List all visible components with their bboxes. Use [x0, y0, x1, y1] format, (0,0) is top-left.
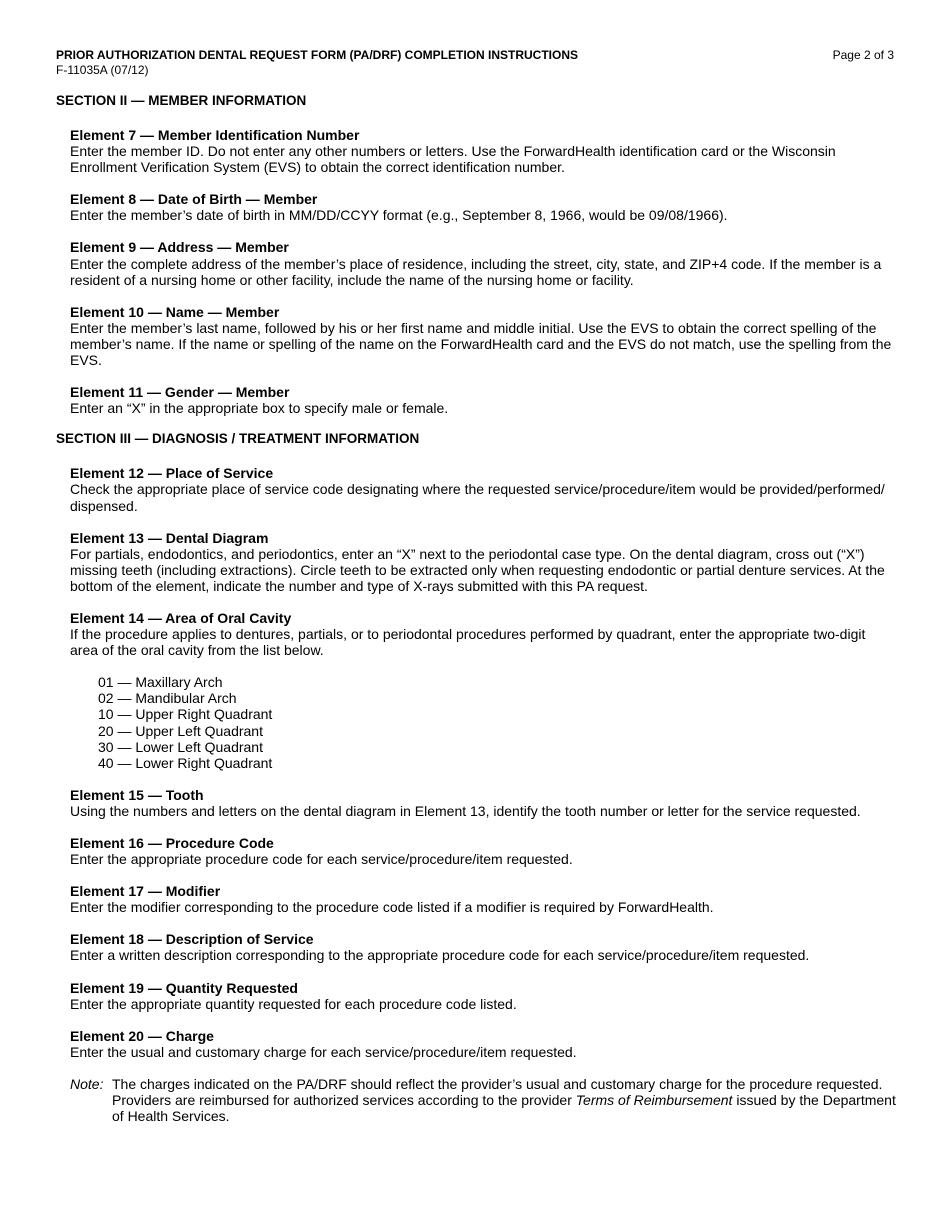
note-text — [112, 1076, 896, 1124]
element-text: Enter the complete address of the member’s place of residence, including the street, city, state, and ZIP+4 code. If the member is a resident of a nursing home or other facility, include the name of the nursing home or facility. — [70, 255, 882, 288]
element-block — [70, 127, 896, 175]
element-text: Enter the member’s last name, followed by his or her first name and middle initial. Use the EVS to obtain the correct spelling of the member’s name. If the name or spelling of the name on the ForwardHealth card and the EVS do not match, use the spelling from the EVS. — [70, 319, 892, 369]
element-block — [70, 883, 896, 915]
element-text: Check the appropriate place of service code designating where the requested service/procedure/item would be provided/performed/ dispensed. — [70, 481, 885, 514]
list-item: 01 — Maxillary Arch — [98, 674, 223, 691]
oral-cavity-code-list — [98, 674, 896, 771]
element-block — [70, 980, 896, 1012]
element-text: Enter a written description corresponding to the appropriate procedure code for each service/procedure/item requested. — [70, 947, 810, 964]
element-title: Element 17 — Modifier — [70, 883, 221, 900]
element-title: Element 19 — Quantity Requested — [70, 979, 298, 996]
list-item: 02 — Mandibular Arch — [98, 690, 237, 707]
element-text: Using the numbers and letters on the dental diagram in Element 13, identify the tooth number or letter for the service requested. — [70, 802, 861, 819]
section-heading: SECTION III — DIAGNOSIS / TREATMENT INFORMATION — [56, 431, 420, 447]
list-item: 40 — Lower Right Quadrant — [98, 754, 273, 771]
note-italic-title: Terms of Reimbursement — [575, 1092, 733, 1109]
element-text: If the procedure applies to dentures, partials, or to periodontal procedures performed by quadrant, enter the appropriate two-digit area of the oral cavity from the list below. — [70, 626, 866, 659]
element-title: Element 12 — Place of Service — [70, 465, 274, 482]
element-text: Enter the modifier corresponding to the procedure code listed if a modifier is required by ForwardHealth. — [70, 899, 714, 916]
element-block — [70, 835, 896, 867]
element-title: Element 11 — Gender — Member — [70, 384, 290, 401]
element-text: Enter an “X” in the appropriate box to specify male or female. — [70, 400, 449, 417]
note-label: Note: — [70, 1075, 104, 1092]
element-title: Element 13 — Dental Diagram — [70, 529, 269, 546]
element-title: Element 14 — Area of Oral Cavity — [70, 609, 292, 626]
section-heading: SECTION II — MEMBER INFORMATION — [56, 93, 307, 108]
element-block — [70, 610, 896, 658]
element-text: Enter the member ID. Do not enter any other numbers or letters. Use the ForwardHealth identification card or the Wisconsin Enrollment Verification System (EVS) to obtain the correct identification number. — [70, 143, 836, 176]
element-text: Enter the appropriate procedure code for each service/procedure/item requested. — [70, 851, 573, 868]
list-item: 10 — Upper Right Quadrant — [98, 706, 273, 723]
document-page — [56, 48, 896, 1124]
element-title: Element 15 — Tooth — [70, 786, 204, 803]
element-text: Enter the member’s date of birth in MM/DD/CCYY format (e.g., September 8, 1966, would be 09/08/1966). — [70, 207, 728, 224]
element-text: Enter the usual and customary charge for each service/procedure/item requested. — [70, 1043, 577, 1060]
list-item: 30 — Lower Left Quadrant — [98, 738, 263, 755]
page-number: Page 2 of 3 — [832, 48, 894, 62]
element-block — [70, 931, 896, 963]
element-text: For partials, endodontics, and periodontics, enter an “X” next to the periodontal case type. On the dental diagram, cross out (“X”) missing teeth (including extractions). Circle teeth to be extracted only when requesting endodontic or partial denture services. At the bottom of the element, indicate the number and type of X-rays submitted with this PA request. — [70, 545, 885, 594]
element-title: Element 7 — Member Identification Number — [70, 127, 360, 143]
document-header — [56, 48, 896, 78]
element-title: Element 18 — Description of Service — [70, 931, 314, 948]
note-text-after: issued by the Department of Health Services. — [112, 1092, 896, 1125]
list-item: 20 — Upper Left Quadrant — [98, 722, 263, 739]
note-text-before: The charges indicated on the PA/DRF should reflect the provider’s usual and customary charge for the procedure requested. Providers are reimbursed for authorized services according to the provider — [112, 1075, 883, 1109]
element-title: Element 10 — Name — Member — [70, 303, 280, 320]
element-title: Element 16 — Procedure Code — [70, 835, 274, 851]
note-block — [70, 1076, 896, 1124]
element-block — [70, 304, 896, 368]
element-block — [70, 239, 896, 287]
document-title: PRIOR AUTHORIZATION DENTAL REQUEST FORM (PA/DRF) COMPLETION INSTRUCTIONS — [56, 48, 578, 62]
form-number: F-11035A (07/12) — [56, 63, 149, 77]
element-block — [70, 787, 896, 819]
element-block — [70, 465, 896, 513]
element-block — [70, 530, 896, 594]
element-title: Element 9 — Address — Member — [70, 239, 289, 256]
element-block — [70, 384, 896, 416]
element-block — [70, 191, 896, 223]
element-title: Element 8 — Date of Birth — Member — [70, 191, 318, 208]
element-block — [70, 1028, 896, 1060]
element-title: Element 20 — Charge — [70, 1027, 214, 1044]
element-text: Enter the appropriate quantity requested for each procedure code listed. — [70, 995, 517, 1012]
